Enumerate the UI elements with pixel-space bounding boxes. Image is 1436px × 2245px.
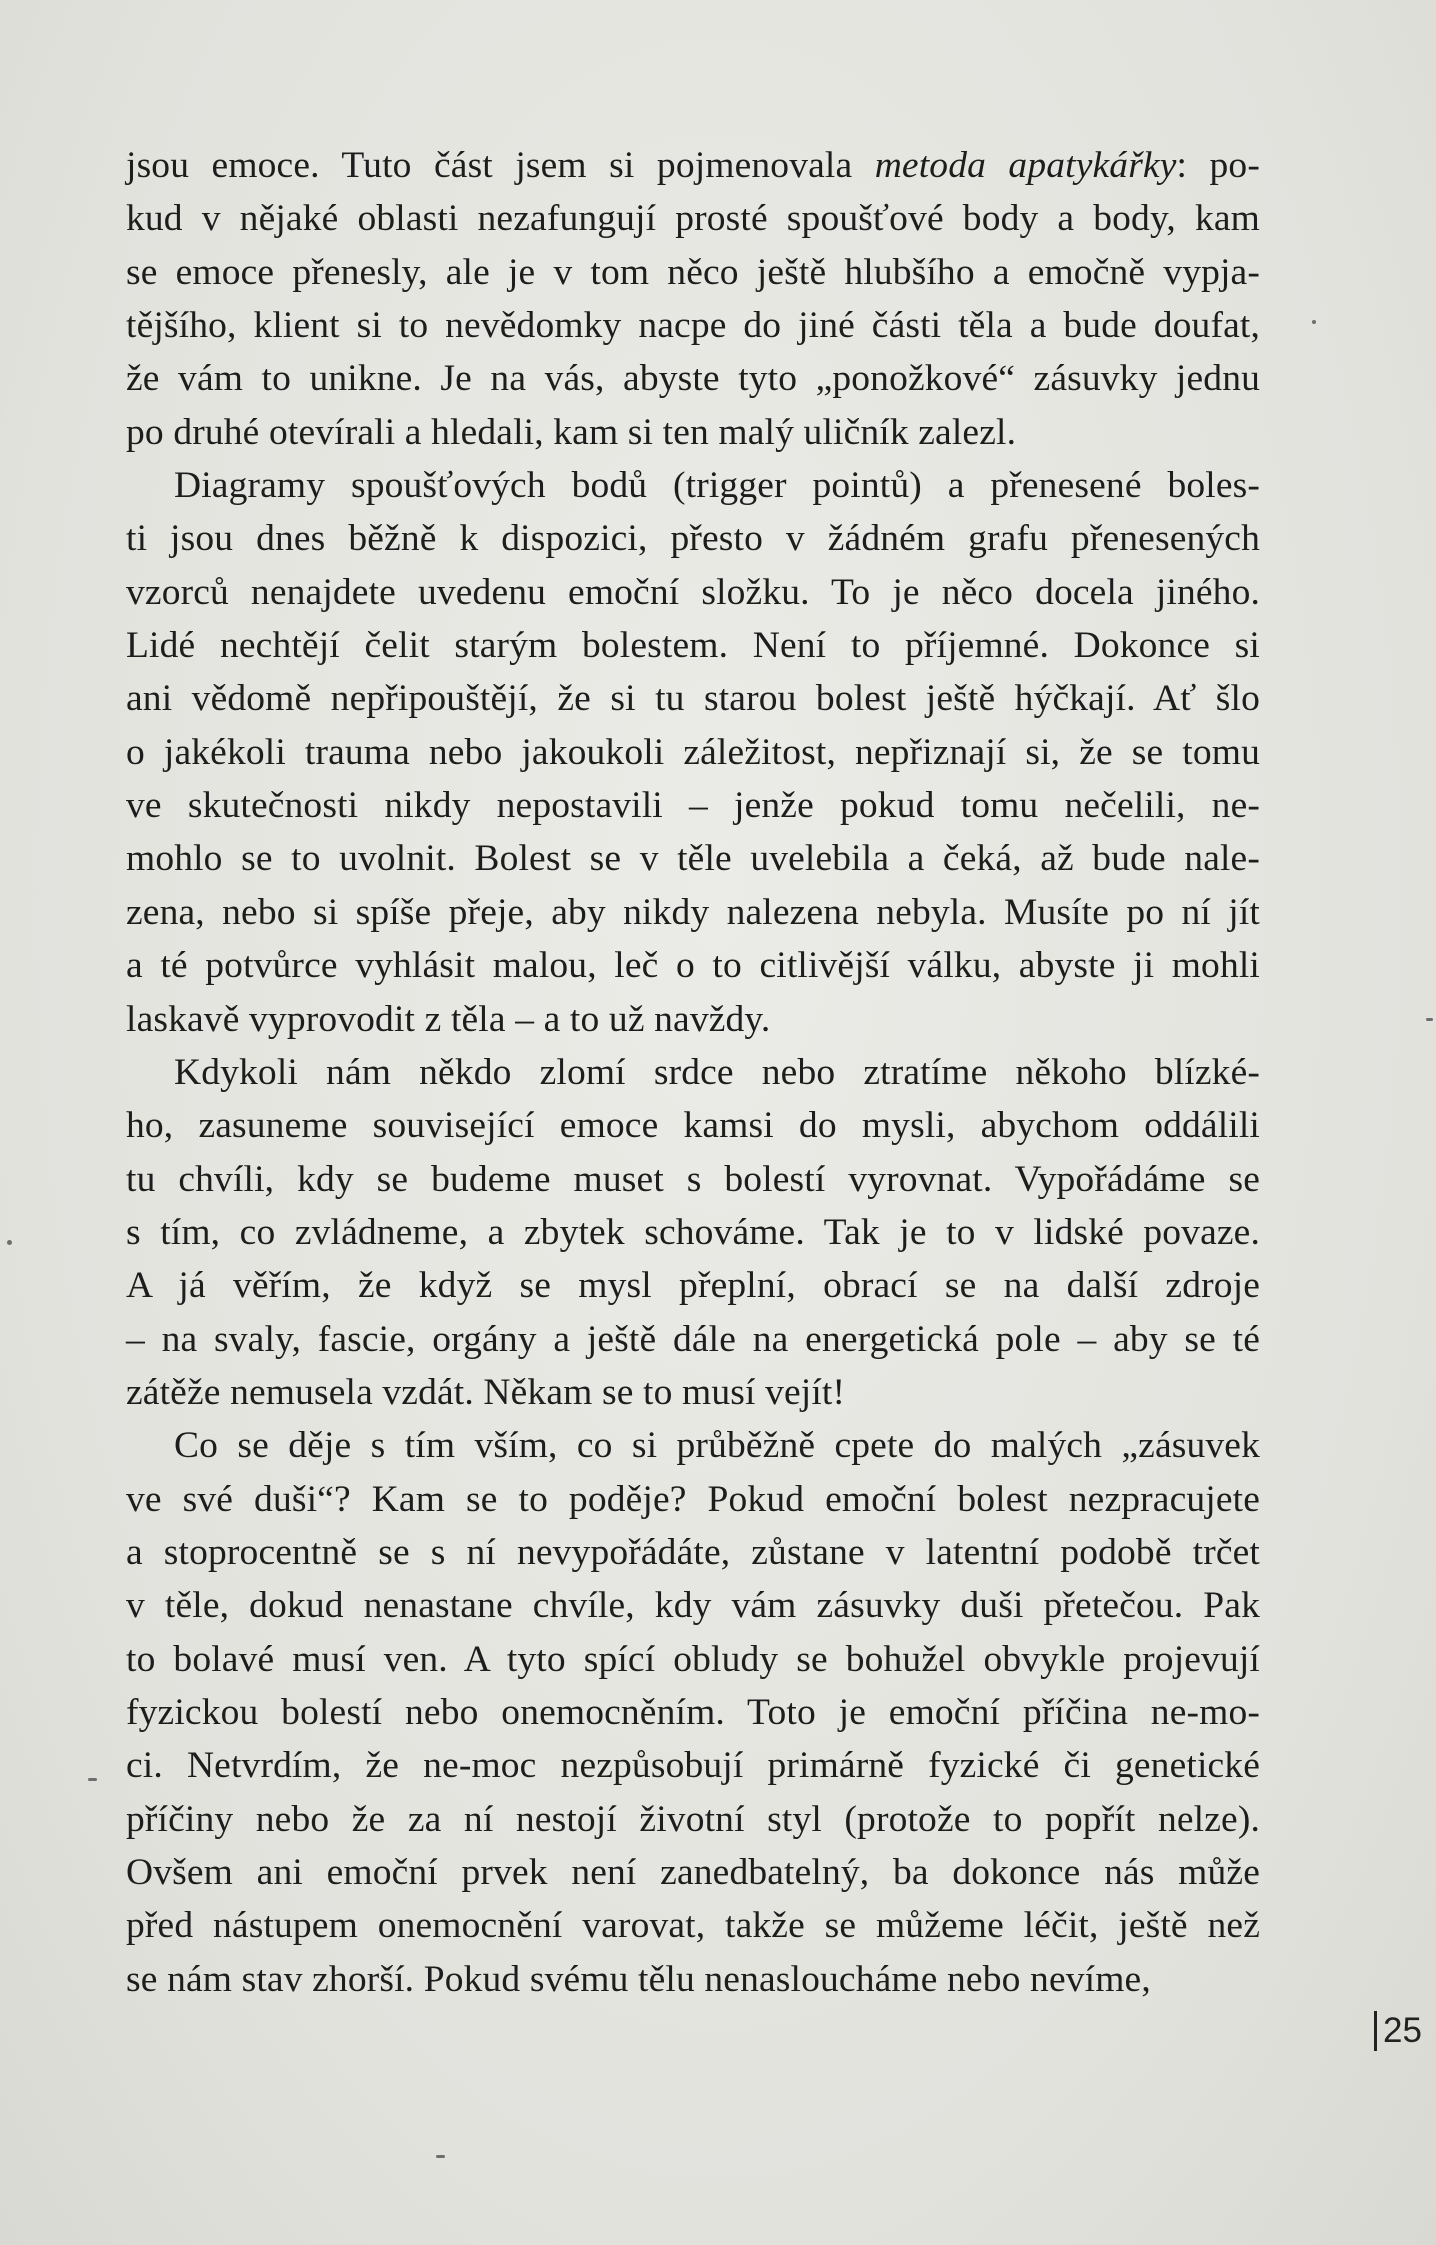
text-line: a stoprocentně se s ní nevypořádáte, zůstane v latentní podobě trčet (126, 1531, 1260, 1573)
text-line: v těle, dokud nenastane chvíle, kdy vám zásuvky duši přetečou. Pak (126, 1585, 1260, 1627)
text-line: kud v nějaké oblasti nezafungují prosté spoušťové body a body, kam (126, 198, 1260, 240)
text-line: Ovšem ani emoční prvek není zanedbatelný, ba dokonce nás může (126, 1852, 1260, 1893)
text-line: ti jsou dnes běžně k dispozici, přesto v žádném grafu přenesených (126, 518, 1260, 560)
text-line: A já věřím, že když se mysl přeplní, obrací se na další zdroje (126, 1265, 1260, 1307)
text-line: mohlo se to uvolnit. Bolest se v těle uvelebila a čeká, až bude nale- (126, 838, 1260, 880)
speck (1426, 1018, 1433, 1021)
text-line: že vám to unikne. Je na vás, abyste tyto „ponožkové“ zásuvky jednu (126, 358, 1260, 400)
text-line: Co se děje s tím vším, co si průběžně cpete do malých „zásuvek (174, 1425, 1260, 1467)
text-line: před nástupem onemocnění varovat, takže se můžeme léčit, ještě než (126, 1905, 1260, 1947)
text-line: to bolavé musí ven. A tyto spící obludy se bohužel obvykle projevují (126, 1638, 1260, 1680)
paragraph (126, 459, 1260, 1046)
text-line: zena, nebo si spíše přeje, aby nikdy nalezena nebyla. Musíte po ní jít (126, 891, 1260, 933)
italic-term: metoda apatykářky (874, 145, 1177, 186)
book-page-body (126, 139, 1260, 2006)
text-line: po druhé otevírali a hledali, kam si ten malý uličník zalezl. (126, 411, 1017, 453)
text-line: jsou emoce. Tuto část jsem si pojmenovala metoda apatykářky: po- (126, 145, 1260, 186)
text-line: se nám stav zhorší. Pokud svému tělu nenasloucháme nebo nevíme, (126, 1958, 1151, 2000)
text-line: Lidé nechtějí čelit starým bolestem. Není to příjemné. Dokonce si (126, 625, 1260, 667)
paragraph (126, 139, 1260, 459)
text-line: ho, zasuneme související emoce kamsi do mysli, abychom oddálili (126, 1105, 1260, 1147)
text-line: se emoce přenesly, ale je v tom něco ještě hlubšího a emočně vypja- (126, 251, 1260, 293)
text-line: a té potvůrce vyhlásit malou, leč o to citlivější válku, abyste ji mohli (126, 945, 1260, 987)
text-line: tějšího, klient si to nevědomky nacpe do jiné části těla a bude doufat, (126, 305, 1260, 347)
paragraph (126, 1046, 1260, 1419)
text-line: ve skutečnosti nikdy nepostavili – jenže pokud tomu nečelili, ne- (126, 785, 1260, 827)
text-line: laskavě vyprovodit z těla – a to už navždy. (126, 998, 771, 1040)
text-line: ani vědomě nepřipouštějí, že si tu starou bolest ještě hýčkají. Ať šlo (126, 678, 1260, 720)
text-line: tu chvíli, kdy se budeme muset s bolestí vyrovnat. Vypořádáme se (126, 1158, 1260, 1200)
speck (436, 2155, 445, 2158)
text-line: ve své duši“? Kam se to poděje? Pokud emoční bolest nezpracujete (126, 1478, 1260, 1520)
speck (88, 1778, 97, 1781)
speck (7, 1240, 12, 1245)
text-line: fyzickou bolestí nebo onemocněním. Toto je emoční příčina ne-mo- (126, 1691, 1260, 1733)
page-number: 25 (1374, 2011, 1422, 2051)
text-line: ci. Netvrdím, že ne-moc nezpůsobují primárně fyzické či genetické (126, 1745, 1260, 1787)
text-line: Kdykoli nám někdo zlomí srdce nebo ztratíme někoho blízké- (174, 1051, 1260, 1093)
paragraph (126, 1419, 1260, 2006)
text-line: zátěže nemusela vzdát. Někam se to musí vejít! (126, 1371, 846, 1413)
text-line: příčiny nebo že za ní nestojí životní styl (protože to popřít nelze). (126, 1798, 1260, 1840)
text-line: vzorců nenajdete uvedenu emoční složku. To je něco docela jiného. (126, 571, 1260, 613)
speck (1312, 320, 1316, 324)
text-line: o jakékoli trauma nebo jakoukoli záležitost, nepřiznají si, že se tomu (126, 731, 1260, 773)
text-line: – na svaly, fascie, orgány a ještě dále na energetická pole – aby se té (126, 1318, 1260, 1360)
text-line: Diagramy spoušťových bodů (trigger pointů) a přenesené boles- (174, 465, 1260, 507)
text-line: s tím, co zvládneme, a zbytek schováme. Tak je to v lidské povaze. (126, 1211, 1260, 1253)
